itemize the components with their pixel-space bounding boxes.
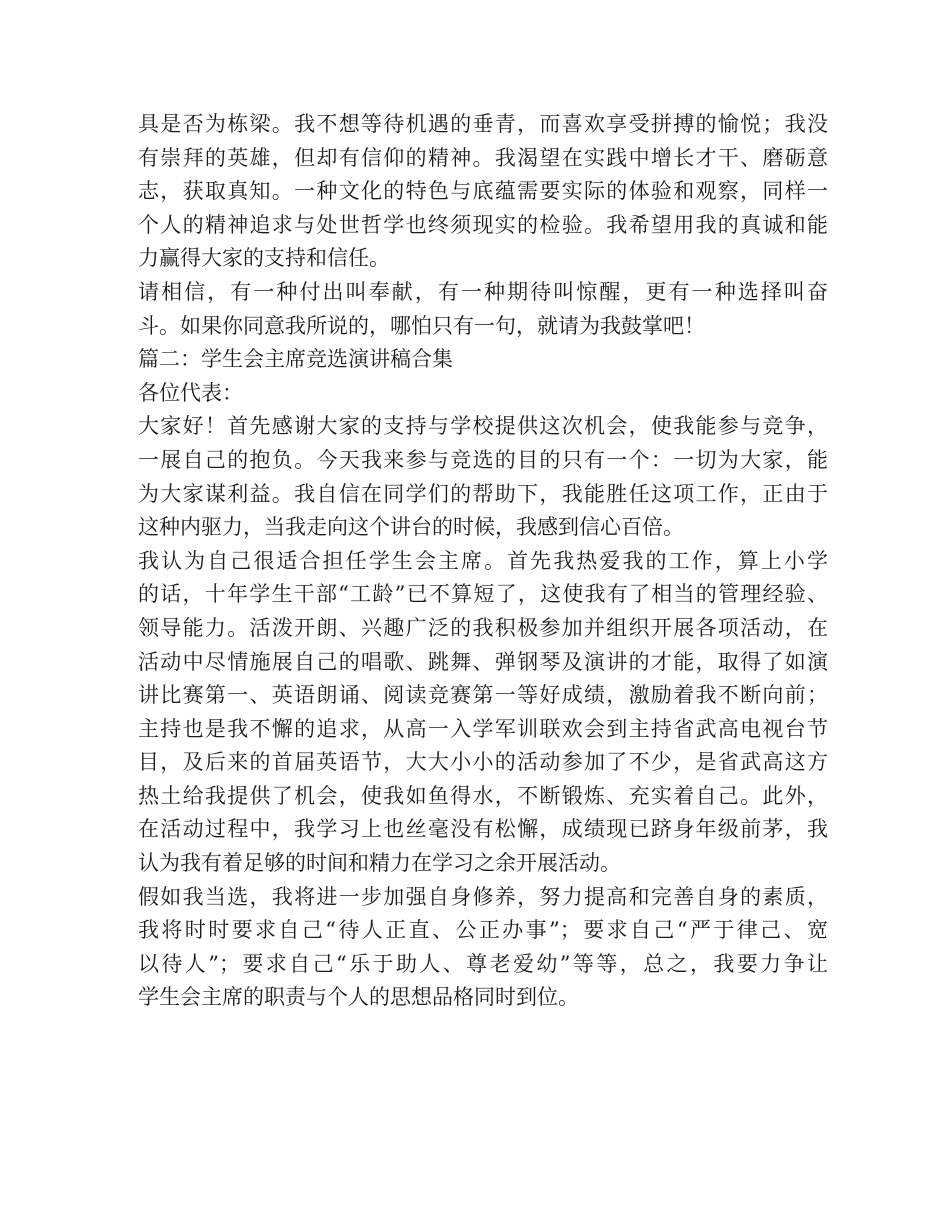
text-line: 在活动过程中，我学习上也丝毫没有松懈，成绩现已跻身年级前茅，我	[138, 817, 828, 842]
text-line: 讲比赛第一、英语朗诵、阅读竞赛第一等好成绩，激励着我不断向前；	[138, 683, 828, 708]
text-line: 有崇拜的英雄，但却有信仰的精神。我渴望在实践中增长才干、磨砺意	[138, 145, 828, 170]
text-line: 大家好！首先感谢大家的支持与学校提供这次机会，使我能参与竞争，	[138, 414, 828, 439]
text-line: 假如我当选，我将进一步加强自身修养，努力提高和完善自身的素质，	[138, 884, 828, 909]
text-line: 请相信，有一种付出叫奉献，有一种期待叫惊醒，更有一种选择叫奋	[138, 279, 828, 304]
document-body	[138, 108, 828, 1015]
text-line: 斗。如果你同意我所说的，哪怕只有一句，就请为我鼓掌吧！	[138, 313, 705, 338]
text-line: 认为我有着足够的时间和精力在学习之余开展活动。	[138, 851, 621, 876]
text-line: 这种内驱力，当我走向这个讲台的时候，我感到信心百倍。	[138, 515, 684, 540]
text-line: 领导能力。活泼开朗、兴趣广泛的我积极参加并组织开展各项活动，在	[138, 615, 828, 640]
text-line: 活动中尽情施展自己的唱歌、跳舞、弹钢琴及演讲的才能，取得了如演	[138, 649, 828, 674]
text-line: 志，获取真知。一种文化的特色与底蕴需要实际的体验和观察，同样一	[138, 179, 828, 204]
text-line: 为大家谋利益。我自信在同学们的帮助下，我能胜任这项工作，正由于	[138, 481, 828, 506]
text-line: 个人的精神追求与处世哲学也终须现实的检验。我希望用我的真诚和能	[138, 212, 828, 237]
text-line: 我认为自己很适合担任学生会主席。首先我热爱我的工作，算上小学	[138, 548, 828, 573]
text-line: 篇二：学生会主席竞选演讲稿合集	[138, 347, 453, 372]
text-line: 具是否为栋梁。我不想等待机遇的垂青，而喜欢享受拼搏的愉悦；我没	[138, 112, 828, 136]
text-line: 目，及后来的首届英语节，大大小小的活动参加了不少，是省武高这方	[138, 750, 828, 775]
text-line: 一展自己的抱负。今天我来参与竞选的目的只有一个：一切为大家，能	[138, 447, 828, 472]
text-line: 力赢得大家的支持和信任。	[138, 246, 390, 271]
text-line: 主持也是我不懈的追求，从高一入学军训联欢会到主持省武高电视台节	[138, 716, 828, 741]
text-line: 各位代表：	[138, 380, 243, 405]
text-line: 热土给我提供了机会，使我如鱼得水，不断锻炼、充实着自己。此外，	[138, 783, 828, 808]
text-line: 我将时时要求自己“待人正直、公正办事”；要求自己“严于律己、宽	[138, 918, 828, 943]
text-line: 以待人”；要求自己“乐于助人、尊老爱幼”等等，总之，我要力争让	[138, 951, 828, 976]
text-line: 的话，十年学生干部“工龄”已不算短了，这使我有了相当的管理经验、	[138, 582, 828, 607]
text-line: 学生会主席的职责与个人的思想品格同时到位。	[138, 985, 579, 1010]
